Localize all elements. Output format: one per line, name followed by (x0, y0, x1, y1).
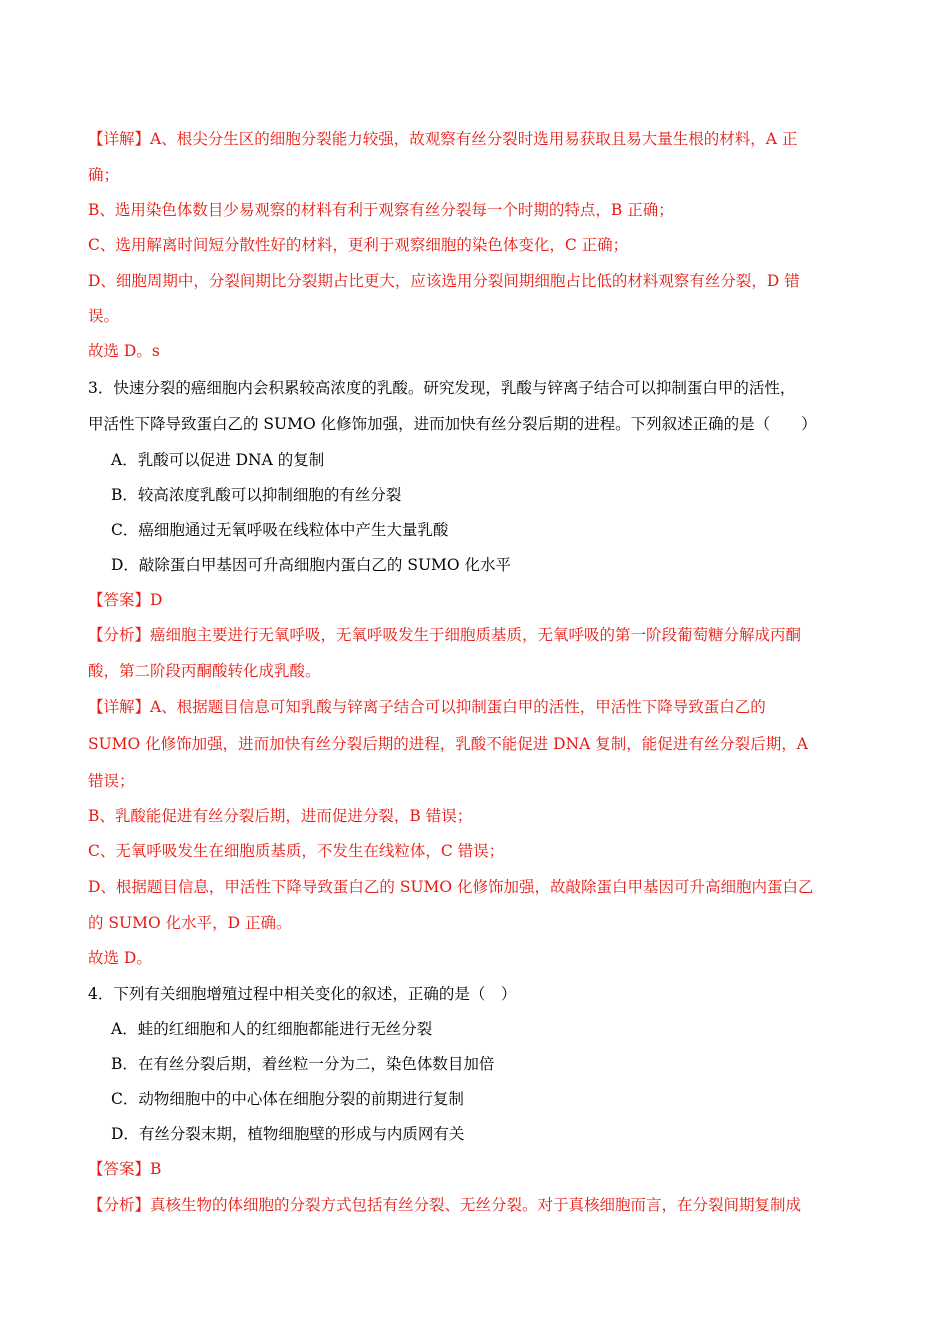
detail-line: 【详解】A、根尖分生区的细胞分裂能力较强，故观察有丝分裂时选用易获取且易大量生根的材料，A 正 (88, 130, 798, 148)
question-3-stem: 甲活性下降导致蛋白乙的 SUMO 化修饰加强，进而加快有丝分裂后期的进程。下列叙述正确的是（ ） (88, 415, 817, 433)
question-4-option-a: A．蛙的红细胞和人的红细胞都能进行无丝分裂 (111, 1020, 433, 1038)
detail-line: 错误； (88, 772, 135, 790)
question-3-option-a: A．乳酸可以促进 DNA 的复制 (111, 451, 325, 469)
question-4-stem: 4．下列有关细胞增殖过程中相关变化的叙述，正确的是（ ） (88, 985, 517, 1003)
question-3-option-d: D．敲除蛋白甲基因可升高细胞内蛋白乙的 SUMO 化水平 (111, 556, 512, 574)
question-3-option-c: C．癌细胞通过无氧呼吸在线粒体中产生大量乳酸 (111, 521, 449, 539)
detail-line: D、细胞周期中，分裂间期比分裂期占比更大，应该选用分裂间期细胞占比低的材料观察有丝分裂，D 错 (88, 272, 800, 290)
detail-line: B、乳酸能促进有丝分裂后期，进而促进分裂，B 错误； (88, 807, 473, 825)
detail-line: 误。 (88, 307, 120, 325)
answer-line: 【答案】D (88, 591, 163, 609)
analysis-line: 【分析】真核生物的体细胞的分裂方式包括有丝分裂、无丝分裂。对于真核细胞而言，在分裂间期复制成 (88, 1196, 802, 1214)
question-4-option-b: B．在有丝分裂后期，着丝粒一分为二，染色体数目加倍 (111, 1055, 495, 1073)
detail-line: C、选用解离时间短分散性好的材料，更利于观察细胞的染色体变化，C 正确； (88, 236, 629, 254)
detail-line: 的 SUMO 化水平，D 正确。 (88, 914, 292, 932)
analysis-line: 【分析】癌细胞主要进行无氧呼吸，无氧呼吸发生于细胞质基质，无氧呼吸的第一阶段葡萄糖分解成丙酮 (88, 626, 802, 644)
question-4-option-c: C．动物细胞中的中心体在细胞分裂的前期进行复制 (111, 1090, 464, 1108)
detail-line: C、无氧呼吸发生在细胞质基质，不发生在线粒体，C 错误； (88, 842, 505, 860)
answer-line: 【答案】B (88, 1160, 162, 1178)
detail-line: 确； (88, 166, 120, 184)
detail-line: 【详解】A、根据题目信息可知乳酸与锌离子结合可以抑制蛋白甲的活性，甲活性下降导致蛋白乙的 (88, 698, 766, 716)
conclusion-line: 故选 D。s (88, 342, 160, 360)
analysis-line: 酸，第二阶段丙酮酸转化成乳酸。 (88, 662, 321, 680)
detail-line: B、选用染色体数目少易观察的材料有利于观察有丝分裂每一个时期的特点，B 正确； (88, 201, 674, 219)
detail-line: SUMO 化修饰加强，进而加快有丝分裂后期的进程，乳酸不能促进 DNA 复制，能促进有丝分裂后期，A (88, 735, 808, 753)
question-4-option-d: D．有丝分裂末期，植物细胞壁的形成与内质网有关 (111, 1125, 465, 1143)
question-3-option-b: B．较高浓度乳酸可以抑制细胞的有丝分裂 (111, 486, 402, 504)
detail-line: D、根据题目信息，甲活性下降导致蛋白乙的 SUMO 化修饰加强，故敲除蛋白甲基因可升高细胞内蛋白乙 (88, 878, 814, 896)
question-3-stem: 3．快速分裂的癌细胞内会积累较高浓度的乳酸。研究发现，乳酸与锌离子结合可以抑制蛋白甲的活性， (88, 379, 796, 397)
conclusion-line: 故选 D。 (88, 949, 152, 967)
